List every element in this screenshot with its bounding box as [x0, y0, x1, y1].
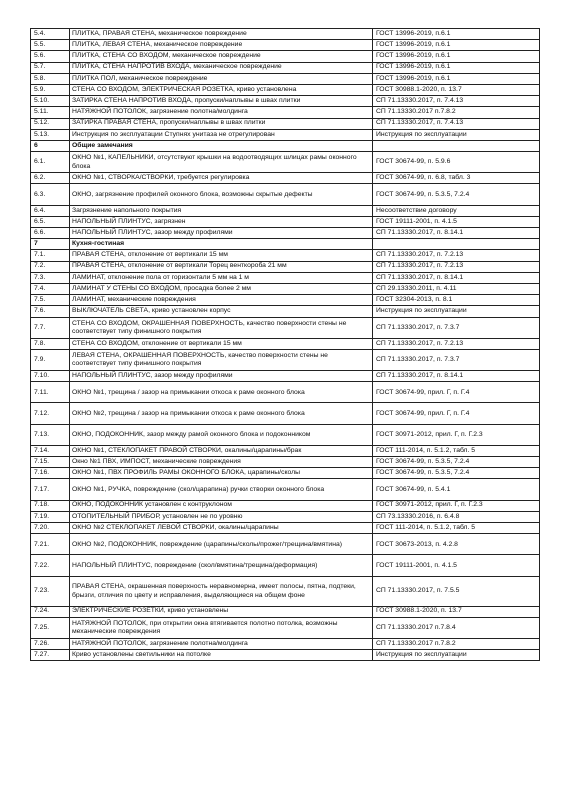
item-number: 5.6.: [31, 51, 70, 62]
section-title: Кухня-гостиная: [70, 239, 373, 250]
table-row: [31, 73, 540, 84]
defect-description: ПРАВАЯ СТЕНА, отклонение от вертикали Торец венткороба 21 мм: [70, 261, 373, 272]
table-row: [31, 617, 540, 638]
item-number: 7.6.: [31, 306, 70, 317]
table-row: [31, 96, 540, 107]
normative-reference: Инструкция по эксплуатации: [373, 306, 540, 317]
normative-reference: ГОСТ 30674-99, прил. Г, п. Г.4: [373, 403, 540, 424]
item-number: 7.14.: [31, 445, 70, 456]
table-row: [31, 107, 540, 118]
defect-description: ОКНО №1, СТВОРКА/СТВОРКИ, требуется регулировка: [70, 173, 373, 184]
table-row: [31, 371, 540, 382]
normative-reference: СП 71.13330.2017, п. 8.14.1: [373, 228, 540, 239]
item-number: 5.12.: [31, 118, 70, 129]
item-number: 7.5.: [31, 295, 70, 306]
item-number: 5.10.: [31, 96, 70, 107]
item-number: 7.8.: [31, 338, 70, 349]
defects-table-body: [31, 29, 540, 661]
normative-reference: ГОСТ 30971-2012, прил. Г, п. Г.2.3: [373, 424, 540, 445]
defect-description: СТЕНА СО ВХОДОМ, ОКРАШЕННАЯ ПОВЕРХНОСТЬ, качество поверхности стены не соответствует типу финишного покрытия: [70, 317, 373, 338]
normative-reference: ГОСТ 19111-2001, п. 4.1.5: [373, 555, 540, 576]
item-number: 7.12.: [31, 403, 70, 424]
item-number: 6.5.: [31, 216, 70, 227]
normative-reference: ГОСТ 30674-99, п. 6.8, табл. 3: [373, 173, 540, 184]
defects-table: [30, 28, 540, 661]
normative-reference: ГОСТ 19111-2001, п. 4.1.5: [373, 216, 540, 227]
table-row: [31, 295, 540, 306]
defect-description: ЗАТИРКА ПРАВАЯ СТЕНА, пропуски/наплывы в швах плитки: [70, 118, 373, 129]
table-row: [31, 638, 540, 649]
normative-reference: СП 71.13330.2017 п.7.8.4: [373, 617, 540, 638]
item-number: 7.20.: [31, 522, 70, 533]
item-number: 7.24.: [31, 606, 70, 617]
item-number: 7.11.: [31, 382, 70, 403]
normative-reference: [373, 140, 540, 151]
table-row: [31, 403, 540, 424]
normative-reference: ГОСТ 30674-99, прил. Г, п. Г.4: [373, 382, 540, 403]
item-number: 7.17.: [31, 479, 70, 500]
defect-description: НАПОЛЬНЫЙ ПЛИНТУС, загрязнен: [70, 216, 373, 227]
table-row: [31, 306, 540, 317]
table-row: [31, 205, 540, 216]
table-row: [31, 522, 540, 533]
normative-reference: ГОСТ 111-2014, п. 5.1.2, табл. 5: [373, 445, 540, 456]
table-row: [31, 534, 540, 555]
defect-description: ВЫКЛЮЧАТЕЛЬ СВЕТА, криво установлен корпус: [70, 306, 373, 317]
table-row: [31, 576, 540, 606]
defect-description: Инструкция по эксплуатации Ступнях унитаза не отрегулирован: [70, 129, 373, 140]
normative-reference: СП 71.13330.2017 п.7.8.2: [373, 107, 540, 118]
item-number: 7.13.: [31, 424, 70, 445]
defect-description: Загрязнение напольного покрытия: [70, 205, 373, 216]
defect-description: НАТЯЖНОЙ ПОТОЛОК, загрязнение полотна/молдинга: [70, 638, 373, 649]
defect-description: НАПОЛЬНЫЙ ПЛИНТУС, зазор между профилями: [70, 371, 373, 382]
table-row: [31, 338, 540, 349]
normative-reference: ГОСТ 13996-2019, п.6.1: [373, 62, 540, 73]
normative-reference: ГОСТ 30674-99, п. 5.3.5, 7.2.4: [373, 468, 540, 479]
item-number: 6.2.: [31, 173, 70, 184]
normative-reference: ГОСТ 30674-99, п. 5.9.6: [373, 152, 540, 173]
normative-reference: Инструкция по эксплуатации: [373, 129, 540, 140]
table-row: [31, 317, 540, 338]
normative-reference: СП 73.13330.2016, п. 6.4.8: [373, 511, 540, 522]
item-number: 7.21.: [31, 534, 70, 555]
normative-reference: СП 71.13330.2017, п. 7.3.7: [373, 349, 540, 370]
normative-reference: СП 29.13330.2011, п. 4.11: [373, 283, 540, 294]
defect-description: ПЛИТКА, ЛЕВАЯ СТЕНА, механическое повреждение: [70, 40, 373, 51]
defect-description: НАТЯЖНОЙ ПОТОЛОК, при открытии окна втягивается полотно потолка, возможны механические повреждения: [70, 617, 373, 638]
normative-reference: СП 71.13330.2017, п. 7.2.13: [373, 261, 540, 272]
table-row: [31, 118, 540, 129]
defect-description: ПРАВАЯ СТЕНА, окрашенная поверхность неравномерна, имеет полосы, пятна, подтеки, брызги, отличия по цвету и исправления, выделяющиеся на общем фоне: [70, 576, 373, 606]
defect-description: НАПОЛЬНЫЙ ПЛИНТУС, повреждение (скол/вмятина/трещина/деформация): [70, 555, 373, 576]
item-number: 7.26.: [31, 638, 70, 649]
defect-description: ЛАМИНАТ, механические повреждения: [70, 295, 373, 306]
table-row: [31, 555, 540, 576]
normative-reference: СП 71.13330.2017, п. 7.2.13: [373, 250, 540, 261]
defect-description: ПЛИТКА, ПРАВАЯ СТЕНА, механическое повреждение: [70, 29, 373, 40]
table-row: [31, 457, 540, 468]
section-header-row: [31, 140, 540, 151]
table-row: [31, 250, 540, 261]
item-number: 5.11.: [31, 107, 70, 118]
table-row: [31, 511, 540, 522]
defect-description: ЛАМИНАТ, отклонение пола от горизонтали 5 мм на 1 м: [70, 272, 373, 283]
defect-description: ОКНО №1, КАПЕЛЬНИКИ, отсутствуют крышки на водоотводящих шлицах рамы оконного блока: [70, 152, 373, 173]
defect-description: ЛАМИНАТ У СТЕНЫ СО ВХОДОМ, просадка более 2 мм: [70, 283, 373, 294]
item-number: 7.27.: [31, 650, 70, 661]
table-row: [31, 261, 540, 272]
normative-reference: ГОСТ 30971-2012, прил. Г, п. Г.2.3: [373, 500, 540, 511]
defect-description: ОКНО №1, трещина / зазор на примыкании откоса к раме оконного блока: [70, 382, 373, 403]
defect-description: ОКНО №2, ПОДОКОННИК, повреждение (царапины/сколы/прожег/трещина/вмятина): [70, 534, 373, 555]
item-number: 7.2.: [31, 261, 70, 272]
section-header-row: [31, 239, 540, 250]
table-row: [31, 283, 540, 294]
normative-reference: ГОСТ 30673-2013, п. 4.2.8: [373, 534, 540, 555]
item-number: 7.3.: [31, 272, 70, 283]
table-row: [31, 129, 540, 140]
table-row: [31, 500, 540, 511]
defect-description: ЗАТИРКА СТЕНА НАПРОТИВ ВХОДА, пропуски/наплывы в швах плитки: [70, 96, 373, 107]
normative-reference: Инструкция по эксплуатации: [373, 650, 540, 661]
item-number: 7: [31, 239, 70, 250]
normative-reference: СП 71.13330.2017 п.7.8.2: [373, 638, 540, 649]
table-row: [31, 62, 540, 73]
normative-reference: СП 71.13330.2017, п. 8.14.1: [373, 371, 540, 382]
defect-description: Окно №1 ПВХ, ИМПОСТ, механические повреждения: [70, 457, 373, 468]
defect-description: ОКНО №2, трещина / зазор на примыкании откоса к раме оконного блока: [70, 403, 373, 424]
normative-reference: ГОСТ 13996-2019, п.6.1: [373, 40, 540, 51]
document-page: [30, 28, 539, 661]
normative-reference: [373, 239, 540, 250]
defect-description: ОКНО №1, РУЧКА, повреждение (скол/царапина) ручки створки оконного блока: [70, 479, 373, 500]
normative-reference: ГОСТ 111-2014, п. 5.1.2, табл. 5: [373, 522, 540, 533]
defect-description: НАПОЛЬНЫЙ ПЛИНТУС, зазор между профилями: [70, 228, 373, 239]
item-number: 5.8.: [31, 73, 70, 84]
table-row: [31, 445, 540, 456]
item-number: 7.1.: [31, 250, 70, 261]
defect-description: СТЕНА СО ВХОДОМ, отклонение от вертикали 15 мм: [70, 338, 373, 349]
defect-description: ПЛИТКА, СТЕНА СО ВХОДОМ, механическое повреждение: [70, 51, 373, 62]
defect-description: ОКНО, ПОДОКОННИК, зазор между рамой оконного блока и подоконником: [70, 424, 373, 445]
item-number: 7.4.: [31, 283, 70, 294]
normative-reference: ГОСТ 30674-99, п. 5.3.5, 7.2.4: [373, 457, 540, 468]
table-row: [31, 650, 540, 661]
normative-reference: ГОСТ 13996-2019, п.6.1: [373, 29, 540, 40]
defect-description: ПРАВАЯ СТЕНА, отклонение от вертикали 15 мм: [70, 250, 373, 261]
item-number: 5.7.: [31, 62, 70, 73]
table-row: [31, 152, 540, 173]
table-row: [31, 468, 540, 479]
table-row: [31, 349, 540, 370]
item-number: 5.9.: [31, 84, 70, 95]
table-row: [31, 51, 540, 62]
item-number: 7.19.: [31, 511, 70, 522]
defect-description: СТЕНА СО ВХОДОМ, ЭЛЕКТРИЧЕСКАЯ РОЗЕТКА, криво установлена: [70, 84, 373, 95]
item-number: 7.23.: [31, 576, 70, 606]
item-number: 7.22.: [31, 555, 70, 576]
defect-description: ОКНО, загрязнение профилей оконного блока, возможны скрытые дефекты: [70, 184, 373, 205]
item-number: 7.25.: [31, 617, 70, 638]
normative-reference: ГОСТ 13996-2019, п.6.1: [373, 73, 540, 84]
defect-description: ОКНО, ПОДОКОННИК установлен с контруклоном: [70, 500, 373, 511]
normative-reference: СП 71.13330.2017, п. 7.2.13: [373, 338, 540, 349]
item-number: 5.13.: [31, 129, 70, 140]
table-row: [31, 272, 540, 283]
defect-description: ПЛИТКА, СТЕНА НАПРОТИВ ВХОДА, механическое повреждение: [70, 62, 373, 73]
table-row: [31, 424, 540, 445]
item-number: 7.16.: [31, 468, 70, 479]
item-number: 6.6.: [31, 228, 70, 239]
normative-reference: ГОСТ 30674-99, п. 5.4.1: [373, 479, 540, 500]
table-row: [31, 40, 540, 51]
table-row: [31, 382, 540, 403]
defect-description: Криво установлены светильники на потолке: [70, 650, 373, 661]
normative-reference: ГОСТ 13996-2019, п.6.1: [373, 51, 540, 62]
item-number: 6.1.: [31, 152, 70, 173]
normative-reference: ГОСТ 30988.1-2020, п. 13.7: [373, 606, 540, 617]
table-row: [31, 184, 540, 205]
normative-reference: СП 71.13330.2017, п. 7.5.5: [373, 576, 540, 606]
normative-reference: Несоответствие договору: [373, 205, 540, 216]
item-number: 5.5.: [31, 40, 70, 51]
item-number: 6: [31, 140, 70, 151]
table-row: [31, 29, 540, 40]
defect-description: НАТЯЖНОЙ ПОТОЛОК, загрязнение полотна/молдинга: [70, 107, 373, 118]
item-number: 7.10.: [31, 371, 70, 382]
item-number: 7.18.: [31, 500, 70, 511]
item-number: 5.4.: [31, 29, 70, 40]
normative-reference: СП 71.13330.2017, п. 7.3.7: [373, 317, 540, 338]
normative-reference: ГОСТ 32304-2013, п. 8.1: [373, 295, 540, 306]
table-row: [31, 216, 540, 227]
item-number: 7.15.: [31, 457, 70, 468]
item-number: 7.7.: [31, 317, 70, 338]
defect-description: ЭЛЕКТРИЧЕСКИЕ РОЗЕТКИ, криво установлены: [70, 606, 373, 617]
defect-description: ОТОПИТЕЛЬНЫЙ ПРИБОР, установлен не по уровню: [70, 511, 373, 522]
item-number: 7.9.: [31, 349, 70, 370]
normative-reference: СП 71.13330.2017, п. 7.4.13: [373, 118, 540, 129]
item-number: 6.4.: [31, 205, 70, 216]
normative-reference: ГОСТ 30988.1-2020, п. 13.7: [373, 84, 540, 95]
table-row: [31, 84, 540, 95]
normative-reference: СП 71.13330.2017, п. 7.4.13: [373, 96, 540, 107]
defect-description: ОКНО №1, ПВХ ПРОФИЛЬ РАМЫ ОКОННОГО БЛОКА, царапины/сколы: [70, 468, 373, 479]
table-row: [31, 479, 540, 500]
table-row: [31, 606, 540, 617]
table-row: [31, 228, 540, 239]
defect-description: ОКНО №2 СТЕКЛОПАКЕТ ЛЕВОЙ СТВОРКИ, окалины/царапины: [70, 522, 373, 533]
defect-description: ОКНО №1, СТЕКЛОПАКЕТ ПРАВОЙ СТВОРКИ, окалины/царапины/брак: [70, 445, 373, 456]
section-title: Общие замечания: [70, 140, 373, 151]
defect-description: ЛЕВАЯ СТЕНА, ОКРАШЕННАЯ ПОВЕРХНОСТЬ, качество поверхности стены не соответствует типу финишного покрытия: [70, 349, 373, 370]
item-number: 6.3.: [31, 184, 70, 205]
table-row: [31, 173, 540, 184]
normative-reference: ГОСТ 30674-99, п. 5.3.5, 7.2.4: [373, 184, 540, 205]
defect-description: ПЛИТКА ПОЛ, механическое повреждение: [70, 73, 373, 84]
normative-reference: СП 71.13330.2017, п. 8.14.1: [373, 272, 540, 283]
